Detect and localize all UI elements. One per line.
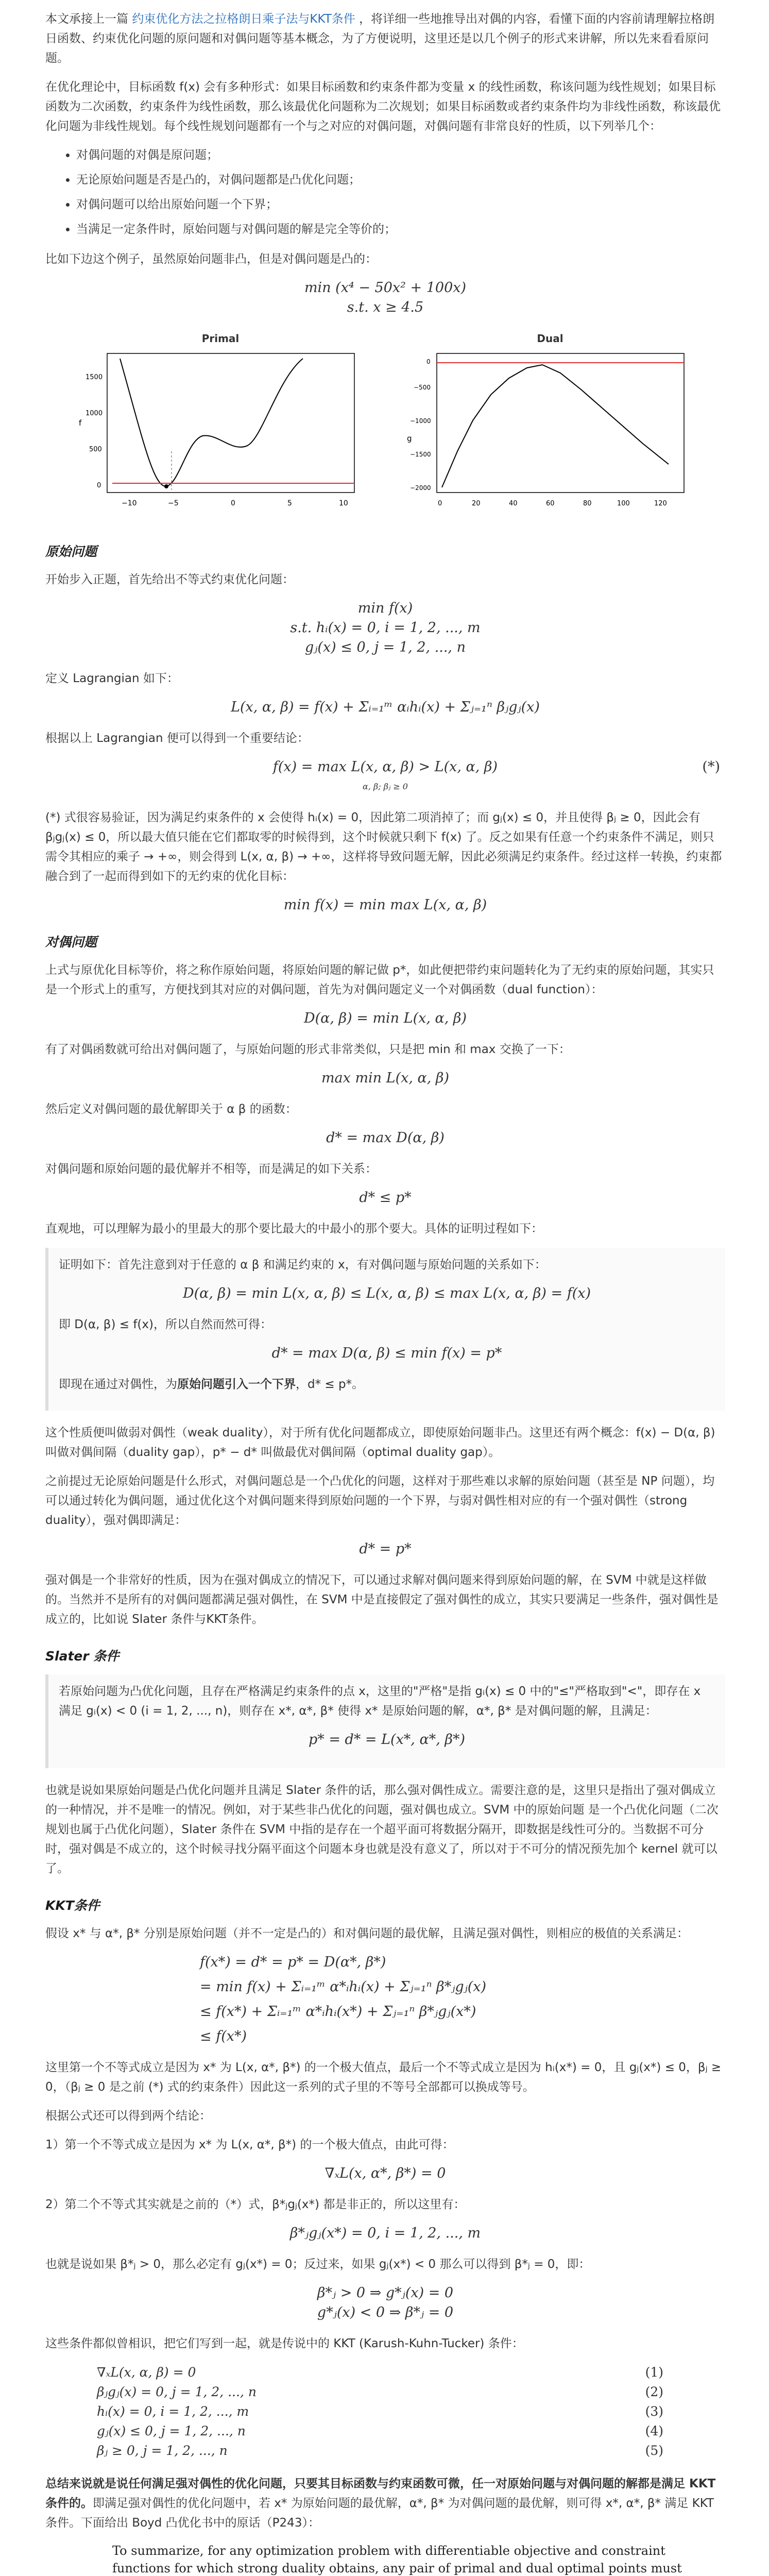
tick-label: −10 xyxy=(122,499,137,507)
intro-paragraph-2: 在优化理论中，目标函数 f(x) 会有多种形式：如果目标函数和约束条件都为变量 x 的线性函数，称该问题为线性规划；如果目标函数为二次函数，约束条件为线性函数，那么该最优化问题称为二次规划；如果目标函数或者约束条件均为非线性函数，称该最优化问题为非线性规划。每个线性规划问题都有一个与之对应的对偶问题，对偶问题有非常良好的性质，以下列举几个： xyxy=(45,80,721,133)
paragraph: 2）第二个不等式其实就是之前的（*）式，β*ⱼgⱼ(x*) 都是非正的，所以这里有： xyxy=(45,2198,466,2211)
list-item: • 当满足一定条件时，原始问题与对偶问题的解是完全等价的； xyxy=(76,219,725,239)
proof-equation: d* = max D(α, β) ≤ min f(x) = p* xyxy=(271,1345,502,1361)
tick-label: −500 xyxy=(414,384,431,391)
maxmin-equation: max min L(x, α, β) xyxy=(321,1070,450,1086)
equation-line: gⱼ(x) ≤ 0, j = 1, 2, ..., n xyxy=(97,2424,246,2438)
list-item: • 对偶问题可以给出原始问题一个下界； xyxy=(76,195,725,214)
kkt-row xyxy=(97,2402,663,2421)
equation-number: (4) xyxy=(645,2424,663,2438)
paragraph: 1）第一个不等式成立是因为 x* 为 L(x, α*, β*) 的一个极大值点，由此可得： xyxy=(45,2138,454,2151)
dual-function-equation: D(α, β) = min L(x, α, β) xyxy=(303,1010,467,1026)
figure-title: Dual xyxy=(537,332,563,345)
tick-label: −1500 xyxy=(410,451,431,458)
equation-line: βⱼ ≥ 0, j = 1, 2, ..., n xyxy=(97,2443,228,2458)
text: ，d* ≤ p*。 xyxy=(296,1378,364,1391)
paragraph: 也就是说如果原始问题是凸优化问题并且满足 Slater 条件的话，那么强对偶性成立。需要注意的是，这里只是指出了强对偶成立的一种情况，并不是唯一的情况。例如，对于某些非凸优化的问题，强对偶也成立。SVM 中的原始问题 是一个凸优化问题（二次规划也属于凸优化问题），Slater 条件在 SVM 中指的是存在一个超平面可将数据分隔开，即数据是线性可分的。当数据不可分时，强对偶是不成立的，这个时候寻找分隔平面这个问题本身也就是没有意义了，所以对于不可分的情况预先加个 kernel 就可以了。 xyxy=(45,1784,719,1875)
list-item: • 无论原始问题是否是凸的，对偶问题都是凸优化问题； xyxy=(76,170,725,190)
kkt-row xyxy=(97,2363,663,2382)
weak-duality-equation: d* ≤ p* xyxy=(359,1190,412,1206)
intro-text: ，将详细一些地推导出对偶的内容，看懂下面的内容前请理解拉格朗日函数、约束优化问题的原问题和对偶问题等基本概念，为了方便说明，这里还是以几个例子的形式来讲解，所以先来看看原问题。 xyxy=(45,12,715,65)
star-equation xyxy=(45,757,725,796)
paragraph: 这些条件都似曾相识，把它们写到一起，就是传说中的 KKT (Karush-Kuhn-Tucker) 条件： xyxy=(45,2337,524,2350)
equation-line: min f(x) xyxy=(357,600,413,616)
intro-paragraph-3: 比如下边这个例子，虽然原始问题非凸，但是对偶问题是凸的： xyxy=(45,252,377,266)
paragraph: (*) 式很容易验证，因为满足约束条件的 x 会使得 hᵢ(x) = 0，因此第二项消掉了；而 gⱼ(x) ≤ 0，并且使得 βⱼ ≥ 0，因此会有 βⱼgⱼ(x) ≤ 0，所以最大值只能在它们都取零的时候得到，这个时候就只剩下 f(x) 了。反之如果有任意一个约束条件不满足，则只需令其相应的乘子 → +∞，则会得到 L(x, α, β) → +∞，这样将导致问题无解，因此必须满足约束条件。经过这样一转换，约束都融合到了一起而得到如下的无约束的优化目标： xyxy=(45,811,722,883)
equation-line: f(x*) = d* = p* = D(α*, β*) xyxy=(200,1954,386,1970)
primal-plot xyxy=(76,348,365,518)
axis-label: f xyxy=(79,418,82,428)
cases-equation xyxy=(45,2283,725,2323)
tick-label: −2000 xyxy=(410,484,431,492)
paragraph: 开始步入正题，首先给出不等式约束优化问题： xyxy=(45,573,294,586)
tick-label: −5 xyxy=(168,499,179,507)
boyd-quote-1: To summarize, for any optimization problem with differentiable objective and constraint functions for which strong duality obtains, any pair of primal and dual optimal points must xyxy=(112,2544,682,2575)
kkt-row xyxy=(97,2441,663,2461)
paragraph: 也就是说如果 β*ⱼ > 0，那么必定有 gⱼ(x*) = 0；反过来，如果 gⱼ(x*) < 0 那么可以得到 β*ⱼ = 0，即： xyxy=(45,2258,591,2271)
paragraph xyxy=(59,1375,715,1394)
dual-plot xyxy=(406,348,694,518)
section-heading-primal: 原始问题 xyxy=(45,544,97,559)
lagrangian-equation: L(x, α, β) = f(x) + Σᵢ₌₁ᵐ αᵢhᵢ(x) + Σⱼ₌₁ⁿ βⱼgⱼ(x) xyxy=(231,699,540,715)
paragraph: 对偶问题和原始问题的最优解并不相等，而是满足的如下关系： xyxy=(45,1162,377,1176)
paragraph xyxy=(45,2474,725,2533)
section-heading-slater: Slater 条件 xyxy=(45,1649,119,1664)
tick-label: 0 xyxy=(426,358,431,365)
slater-block xyxy=(45,1674,725,1768)
paragraph: 直观地，可以理解为最小的里最大的那个要比最大的中最小的那个要大。具体的证明过程如下： xyxy=(45,1222,543,1235)
equation-line: β*ⱼ > 0 ⇒ g*ⱼ(x) = 0 xyxy=(317,2285,454,2301)
paragraph: 这里第一个不等式成立是因为 x* 为 L(x, α*, β*) 的一个极大值点，最后一个不等式成立是因为 hᵢ(x*) = 0，且 gⱼ(x*) ≤ 0，βⱼ ≥ 0，（βⱼ ≥ 0 是之前 (*) 式的约束条件）因此这一系列的式子里的不等号全部都可以换成等号。 xyxy=(45,2061,722,2094)
strong-duality-equation: d* = p* xyxy=(359,1541,412,1557)
paragraph: 证明如下：首先注意到对于任意的 α β 和满足约束的 x，有对偶问题与原始问题的关系如下： xyxy=(59,1258,546,1272)
tick-label: −1000 xyxy=(410,417,431,425)
paragraph: 若原始问题为凸优化问题，且存在严格满足约束条件的点 x，这里的"严格"是指 gᵢ(x) ≤ 0 中的"≤"严格取到"<"，即存在 x 满足 gᵢ(x) < 0 (i = 1, 2, ..., n)，则存在 x*, α*, β* 使得 x* 是原始问题的解，α*, β* 是对偶问题的解，且满足： xyxy=(59,1685,701,1718)
equation-line: s.t. x ≥ 4.5 xyxy=(347,299,424,315)
equation-line: ≤ f(x*) + Σᵢ₌₁ᵐ α*ᵢhᵢ(x*) + Σⱼ₌₁ⁿ β*ⱼgⱼ(x*) xyxy=(200,2004,476,2020)
constrained-problem xyxy=(45,599,725,657)
tick-label: 0 xyxy=(438,500,442,507)
previous-article-link[interactable]: 约束优化方法之拉格朗日乘子法与KKT条件 xyxy=(132,12,355,26)
tick-label: 10 xyxy=(339,499,348,507)
complementary-equation: β*ⱼgⱼ(x*) = 0, i = 1, 2, ..., m xyxy=(289,2225,481,2241)
tick-label: 1500 xyxy=(86,374,103,381)
figures xyxy=(76,329,725,524)
text-bold: 原始问题引入一个下界 xyxy=(177,1378,296,1391)
equation-line: = min f(x) + Σᵢ₌₁ᵐ α*ᵢhᵢ(x) + Σⱼ₌₁ⁿ β*ⱼgⱼ(x) xyxy=(200,1979,487,1995)
primal-figure xyxy=(76,329,365,524)
paragraph: 根据以上 Lagrangian 便可以得到一个重要结论： xyxy=(45,732,309,745)
minmax-equation: min f(x) = min max L(x, α, β) xyxy=(283,897,487,913)
section-heading-dual: 对偶问题 xyxy=(45,935,97,950)
paragraph: 有了对偶函数就可给出对偶问题了，与原始问题的形式非常类似，只是把 min 和 max 交换了一下： xyxy=(45,1043,571,1056)
example-equation xyxy=(45,278,725,317)
equation-line: ∇ₓL(x, α, β) = 0 xyxy=(97,2365,196,2380)
dual-figure xyxy=(406,329,694,524)
tick-label: 5 xyxy=(287,499,292,507)
kkt-conditions xyxy=(97,2363,725,2461)
dstar-equation: d* = max D(α, β) xyxy=(326,1130,445,1146)
dual-properties-list xyxy=(45,145,725,239)
paragraph: 上式与原优化目标等价，将之称作原始问题，将原始问题的解记做 p*，如此便把带约束问题转化为了无约束的原始问题，其实只是一个形式上的重写，方便找到其对应的对偶问题，首先为对偶问题定义一个对偶函数（dual function）： xyxy=(45,963,714,996)
paragraph: 假设 x* 与 α*, β* 分别是原始问题（并不一定是凸的）和对偶问题的最优解，且满足强对偶性，则相应的极值的关系满足： xyxy=(45,1927,689,1940)
gradient-equation: ∇ₓL(x, α*, β*) = 0 xyxy=(324,2165,446,2181)
paragraph: 之前提过无论原始问题是什么形式，对偶问题总是一个凸优化的问题，这样对于那些难以求解的原始问题（甚至是 NP 问题），均可以通过转化为偶问题，通过优化这个对偶问题来得到原始问题的一个下界，与弱对偶性相对应的有一个强对偶性（strong duality），强对偶即满足： xyxy=(45,1475,715,1527)
paragraph: 定义 Lagrangian 如下： xyxy=(45,672,179,685)
equation-line: f(x) = max L(x, α, β) > L(x, α, β) xyxy=(272,759,498,775)
equation-line: hᵢ(x) = 0, i = 1, 2, ..., m xyxy=(97,2404,249,2419)
equation-number: (2) xyxy=(645,2384,663,2399)
intro-paragraph-1 xyxy=(45,9,725,68)
paragraph: 即 D(α, β) ≤ f(x)，所以自然而然可得： xyxy=(59,1318,272,1331)
proof-equation: D(α, β) = min L(x, α, β) ≤ L(x, α, β) ≤ max L(x, α, β) = f(x) xyxy=(182,1285,591,1301)
tick-label: 100 xyxy=(617,500,630,507)
paragraph: 根据公式还可以得到两个结论： xyxy=(45,2109,211,2123)
tick-label: 500 xyxy=(89,446,102,453)
equation-line: βⱼgⱼ(x) = 0, j = 1, 2, ..., n xyxy=(97,2384,257,2399)
tick-label: 0 xyxy=(231,499,235,507)
equation-number: (1) xyxy=(645,2365,663,2380)
equation-number: (3) xyxy=(645,2404,663,2419)
tick-label: 120 xyxy=(654,500,667,507)
tick-label: 60 xyxy=(546,500,555,507)
equation-line: ≤ f(x*) xyxy=(200,2028,247,2044)
paragraph: 强对偶是一个非常好的性质，因为在强对偶成立的情况下，可以通过求解对偶问题来得到原始问题的解，在 SVM 中就是这样做的。当然并不是所有的对偶问题都满足强对偶性，在 SVM 中是直接假定了强对偶性的成立，其实只要满足一些条件，强对偶性是成立的，比如说 Slater 条件与KKT条件。 xyxy=(45,1573,719,1626)
tick-label: 1000 xyxy=(86,410,103,417)
slater-equation: p* = d* = L(x*, α*, β*) xyxy=(308,1732,466,1748)
section-heading-kkt: KKT条件 xyxy=(45,1898,100,1913)
tick-label: 0 xyxy=(97,482,101,489)
equation-line: gⱼ(x) ≤ 0, j = 1, 2, ..., n xyxy=(305,639,466,655)
equation-line: min (x⁴ − 50x² + 100x) xyxy=(304,280,467,296)
proof-block xyxy=(45,1248,725,1411)
text-bold: 总结来说就是说任何满足强对偶性的优化问题，只要其目标函数与约束函数可微，任一对原始问题与对偶问题的解都是满足 KKT 条件的。 xyxy=(45,2477,716,2510)
list-item: • 对偶问题的对偶是原问题； xyxy=(76,145,725,165)
text: 即现在通过对偶性，为 xyxy=(59,1378,177,1391)
equation-number: (*) xyxy=(702,759,720,775)
article xyxy=(45,9,725,2576)
paragraph: 这个性质便叫做弱对偶性（weak duality），对于所有优化问题都成立，即使原始问题非凸。这里还有两个概念：f(x) − D(α, β) 叫做对偶间隔（duality gap），p* − d* 叫做最优对偶间隔（optimal duality gap）。 xyxy=(45,1426,715,1459)
equation-line: g*ⱼ(x) < 0 ⇒ β*ⱼ = 0 xyxy=(317,2304,454,2320)
equation-subscript: α, β; βⱼ ≥ 0 xyxy=(363,782,408,791)
kkt-row xyxy=(97,2382,663,2402)
tick-label: 20 xyxy=(472,500,481,507)
kkt-derivation xyxy=(200,1953,725,2046)
equation-line: s.t. hᵢ(x) = 0, i = 1, 2, ..., m xyxy=(290,620,481,636)
tick-label: 40 xyxy=(509,500,518,507)
equation-number: (5) xyxy=(645,2443,663,2458)
paragraph: 然后定义对偶问题的最优解即关于 α β 的函数： xyxy=(45,1103,297,1116)
intro-text: 本文承接上一篇 xyxy=(45,12,128,26)
axis-label: g xyxy=(407,434,412,443)
text: 即满足强对偶性的优化问题中，若 x* 为原始问题的最优解，α*, β* 为对偶问题的最优解，则可得 x*, α*, β* 满足 KKT 条件。下面给出 Boyd 凸优化书中的原话（P243）： xyxy=(45,2497,714,2530)
kkt-row xyxy=(97,2421,663,2441)
tick-label: 80 xyxy=(583,500,592,507)
figure-title: Primal xyxy=(201,332,240,345)
